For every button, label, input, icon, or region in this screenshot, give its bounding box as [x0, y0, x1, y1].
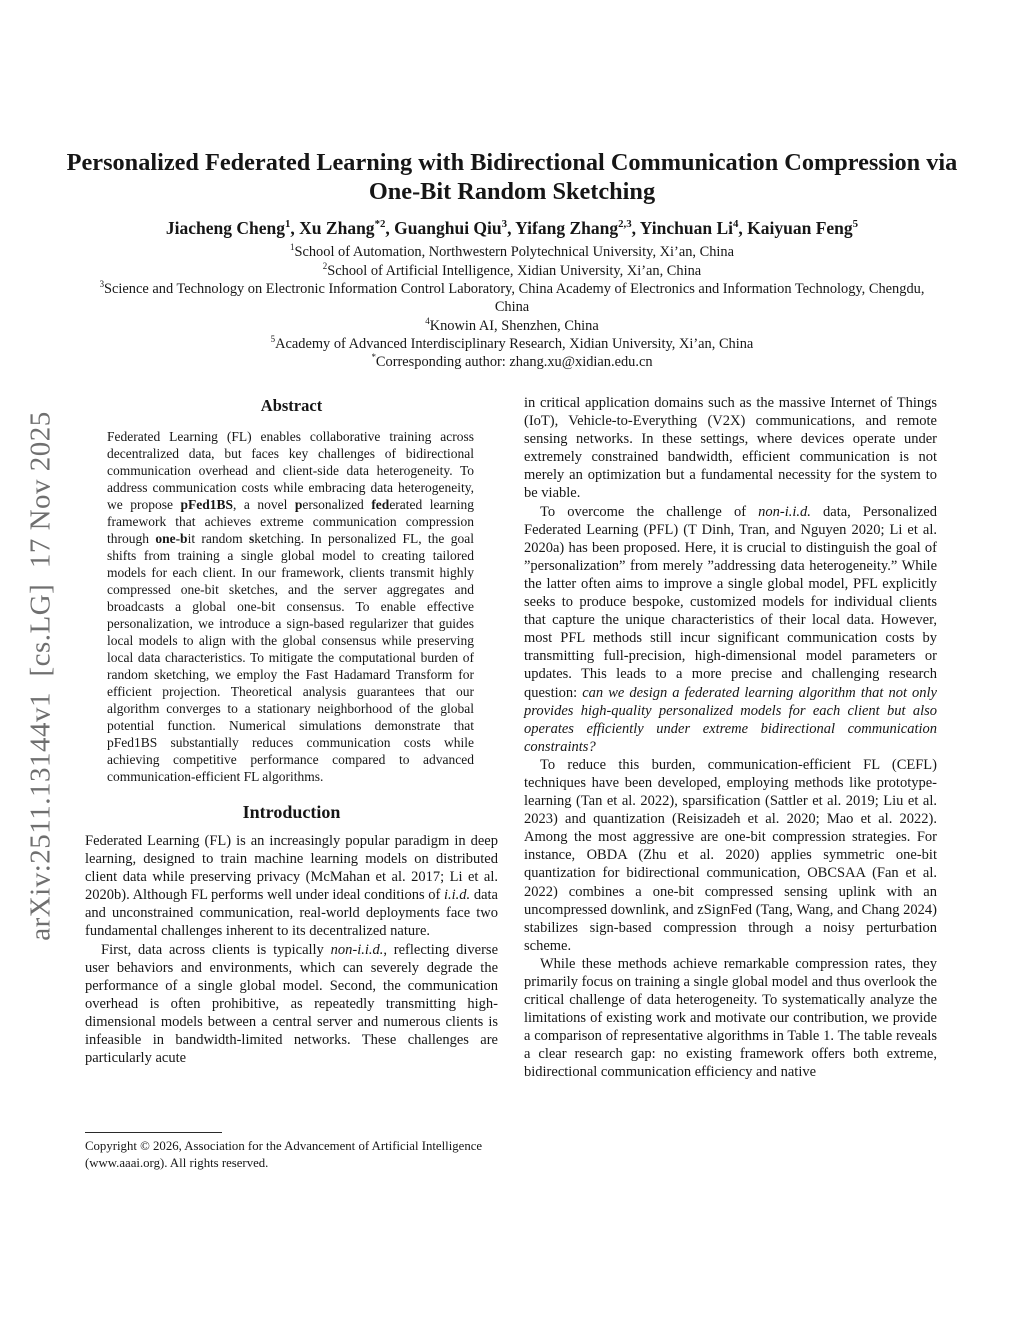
right-paragraph-1: in critical application domains such as the massive Internet of Things (IoT), Vehicle-to-Everything (V2X) communications, and remote sensing networks. In these settings, where devices operate under extremely constrained bandwidth, efficient communication is not merely an optimization but a fundamental necessity for the system to be viable. — [524, 395, 937, 502]
right-paragraph-2: To overcome the challenge of non-i.i.d. data, Personalized Federated Learning (PFL) (T Dinh, Tran, and Nguyen 2020; Li et al. 2020a) has been proposed. Here, it is crucial to distinguish the goal of ”personalization” from merely ”addressing data heterogeneity.” While the latter often aims to improve a single global model, PFL explicitly seeks to produce bespoke, customized models for individual clients that capture the unique characteristics of their local data. However, most PFL methods still incur significant communication costs by transmitting full-precision, high-dimensional model parameters or updates. This leads to a more precise and challenging research question: can we design a federated learning algorithm that not only provides high-quality personalized models for each client but also operates efficiently under extreme bidirectional communication constraints? — [524, 503, 937, 755]
authors-line: Jiacheng Cheng$^1$, Xu Zhang$^{*2}$, Guanghui Qiu$^3$, Yifang Zhang$^{2,3}$, Yinchuan Li$^4$, Kaiyuan Feng$^5$ — [165, 218, 859, 239]
affiliation-5: $^5$Academy of Advanced Interdisciplinary Research, Xidian University, Xi’an, China — [270, 334, 754, 352]
affiliation-2: $^2$School of Artificial Intelligence, Xidian University, Xi’an, China — [322, 260, 702, 279]
abstract-text: Federated Learning (FL) enables collaborative training across decentralized data, but faces key challenges of bidirectional communication overhead and client-side data heterogeneity. To address communication costs while embracing data heterogeneity, we propose pFed1BS, a novel personalized federated learning framework that achieves extreme communication compression through one-bit random sketching. In personalized FL, the goal shifts from training a single global model to creating tailored models for each client. In our framework, clients transmit highly compressed one-bit sketches, and the server aggregates and broadcasts a global one-bit consensus. To enable effective personalization, we introduce a sign-based regularizer that guides local models to align with the global consensus while preserving local data characteristics. To mitigate the computational burden of random sketching, we employ the Fast Hadamard Transform for efficient projection. Theoretical analysis guarantees that our algorithm converges to a stationary neighborhood of the global potential function. Numerical simulations demonstrate that pFed1BS substantially reduces communication costs while achieving competitive performance compared to advanced communication-efficient FL algorithms. — [107, 429, 475, 784]
affiliation-3: $^3$Science and Technology on Electronic Information Control Laboratory, China Academy of Electronics and Information Technology, Chengdu, China — [99, 279, 925, 316]
left-column — [85, 394, 498, 1067]
affiliation-4: $^4$Knowin AI, Shenzhen, China — [425, 315, 599, 334]
copyright-text: Copyright © 2026, Association for the Advancement of Artificial Intelligence (www.aaai.org). All rights reserved. — [85, 1139, 483, 1170]
abstract-heading: Abstract — [260, 396, 323, 415]
introduction-heading: Introduction — [242, 802, 341, 822]
affiliation-1: $^1$School of Automation, Northwestern Polytechnical University, Xi’an, China — [290, 242, 734, 261]
paper-header — [0, 148, 1024, 371]
right-paragraph-4: While these methods achieve remarkable compression rates, they primarily focus on training a single global model and thus overlook the critical challenge of data heterogeneity. To systematically analyze the limitations of existing work and motivate our contribution, we provide a comparison of representative algorithms in Table 1. The table reveals a clear research gap: no existing framework offers both extreme, bidirectional communication efficiency and native — [524, 955, 937, 1081]
affiliations-block — [90, 243, 935, 371]
corresponding-author-line: *Corresponding author: zhang.xu@xidian.edu.cn — [371, 352, 653, 371]
intro-paragraph-2: First, data across clients is typically non-i.i.d., reflecting diverse user behaviors and environments, which can severely degrade the performance of a single global model. Second, the communication overhead is often prohibitive, as repeatedly transmitting high-dimensional models between a central server and numerous clients is infeasible in bandwidth-limited networks. These challenges are particularly acute — [85, 941, 498, 1067]
right-column — [524, 394, 937, 1082]
paper-title: Personalized Federated Learning with Bidirectional Communication Compression via One-Bit Random Sketching — [66, 149, 958, 206]
footnote-rule — [85, 1132, 222, 1133]
right-paragraph-3: To reduce this burden, communication-efficient FL (CEFL) techniques have been developed, employing methods like prototype-learning (Tan et al. 2022), sparsification (Sattler et al. 2019; Liu et al. 2023) and quantization (Reisizadeh et al. 2020; Mao et al. 2022). Among the most aggressive are one-bit compression strategies. For instance, OBDA (Zhu et al. 2020) applies symmetric one-bit quantization for bidirectional communication, OBCSAA (Fan et al. 2022) combines a one-bit compressed sensing uplink with an uncompressed downlink, and zSignFed (Tang, Wang, and Chang 2024) stabilizes sign-based compression through a noisy perturbation scheme. — [524, 756, 937, 954]
arxiv-watermark: arXiv:2511.13144v1 [cs.LG] 17 Nov 2025 — [24, 411, 57, 941]
intro-paragraph-1: Federated Learning (FL) is an increasingly popular paradigm in deep learning, designed to train machine learning models on distributed client data while preserving privacy (McMahan et al. 2017; Li et al. 2020b). Although FL performs well under ideal conditions of i.i.d. data and unconstrained communication, real-world deployments face two fundamental challenges inherent to its decentralized nature. — [85, 833, 498, 940]
copyright-footnote — [85, 1132, 498, 1172]
